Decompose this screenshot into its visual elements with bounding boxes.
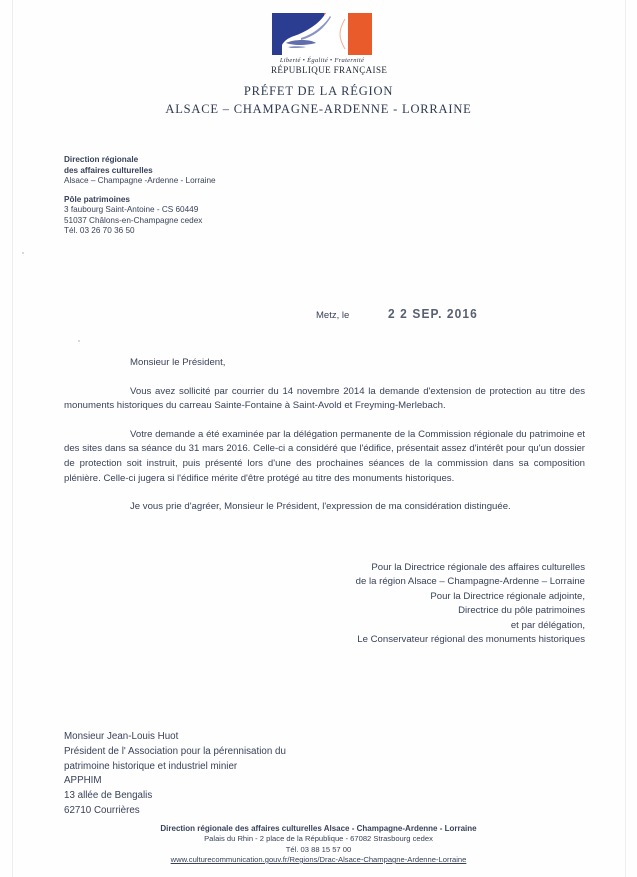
signature-line-5: et par délégation, bbox=[510, 619, 585, 631]
signature-block bbox=[205, 561, 585, 647]
body-paragraph-2: Votre demande a été examinée par la délégation permanente de la Commission régionale du patrimoine et des sites dans sa séance du 31 mars 2016. Celle-ci a considéré que l'édifice, présentait assez d'intérêt pour qu'un dossier de protection soit instruit, puis présenté lors d'une des prochaines séances de la commission dans sa composition plénière. Celle-ci jugera si l'édifice mérite d'être protégé au titre des monuments historiques. bbox=[64, 428, 585, 484]
page-footer bbox=[0, 823, 637, 866]
signature-line-3: Pour la Directrice régionale adjointe, bbox=[430, 590, 585, 602]
republique-francaise-logo bbox=[271, 13, 388, 75]
body-closing: Je vous prie d'agréer, Monsieur le Président, l'expression de ma considération distinguée. bbox=[130, 501, 511, 513]
signature-line-1: Pour la Directrice régionale des affaires culturelles bbox=[371, 562, 585, 573]
recipient-street: 13 allée de Bengalis bbox=[64, 790, 153, 802]
sender-pole-line: Pôle patrimoines bbox=[64, 194, 130, 204]
signature-line-4: Directrice du pôle patrimoines bbox=[458, 605, 585, 617]
sender-direction-line-1: Direction régionale bbox=[64, 155, 139, 164]
recipient-city: 62710 Courrières bbox=[64, 804, 140, 816]
date-stamp: 2 2 SEP. 2016 bbox=[388, 306, 478, 321]
sender-direction-line-2: des affaires culturelles bbox=[64, 165, 153, 175]
letter-body bbox=[64, 356, 585, 529]
recipient-organization: APPHIM bbox=[64, 775, 102, 787]
sender-street-line: 3 faubourg Saint-Antoine - CS 60449 bbox=[64, 205, 199, 214]
french-flag-marianne-icon bbox=[272, 13, 372, 55]
signature-line-2: de la région Alsace – Champagne-Ardenne – Lorraine bbox=[355, 576, 585, 588]
sender-region-line: Alsace – Champagne -Ardenne - Lorraine bbox=[64, 176, 216, 185]
marianne-profile-icon bbox=[272, 13, 372, 55]
signature-line-6: Le Conservateur régional des monuments historiques bbox=[357, 634, 585, 646]
sender-city-line: 51037 Châlons-en-Champagne cedex bbox=[64, 215, 203, 225]
recipient-title-line-2: patrimoine historique et industriel minier bbox=[64, 760, 238, 772]
footer-phone: Tél. 03 88 15 57 00 bbox=[285, 844, 352, 854]
scan-edge-artifact-right bbox=[625, 0, 626, 877]
prefecture-heading bbox=[0, 84, 637, 117]
footer-website-link[interactable]: www.culturecommunication.gouv.fr/Regions/Drac-Alsace-Champagne-Ardenne-Lorraine bbox=[170, 855, 467, 864]
recipient-name: Monsieur Jean-Louis Huot bbox=[64, 731, 179, 742]
recipient-address-block bbox=[64, 730, 286, 819]
sender-address-block bbox=[64, 155, 216, 237]
devise-text: Liberté • Égalité • Fraternité bbox=[279, 57, 365, 64]
footer-organization: Direction régionale des affaires culturelles Alsace - Champagne-Ardenne - Lorraine bbox=[160, 824, 477, 833]
footer-address: Palais du Rhin - 2 place de la République - 67082 Strasbourg cedex bbox=[204, 834, 433, 843]
scan-edge-artifact-left bbox=[12, 0, 13, 877]
heading-line-1: PRÉFET DE LA RÉGION bbox=[243, 84, 394, 98]
salutation: Monsieur le Président, bbox=[130, 357, 226, 368]
recipient-title-line-1: Président de l' Association pour la pérennisation du bbox=[64, 745, 286, 757]
scan-speck-artifact bbox=[78, 340, 80, 342]
sender-spacer bbox=[64, 187, 216, 195]
body-paragraph-1: Vous avez sollicité par courrier du 14 novembre 2014 la demande d'extension de protection au titre des monuments historiques du carreau Sainte-Fontaine à Saint-Avold et Freyming-Merlebach. bbox=[64, 385, 585, 412]
date-place-label: Metz, le bbox=[316, 310, 350, 321]
heading-line-2: ALSACE – CHAMPAGNE-ARDENNE - LORRAINE bbox=[165, 102, 472, 116]
sender-phone-line: Tél. 03 26 70 36 50 bbox=[64, 226, 135, 235]
republique-francaise-text: RÉPUBLIQUE FRANÇAISE bbox=[271, 65, 388, 75]
scan-speck-artifact bbox=[22, 252, 24, 254]
